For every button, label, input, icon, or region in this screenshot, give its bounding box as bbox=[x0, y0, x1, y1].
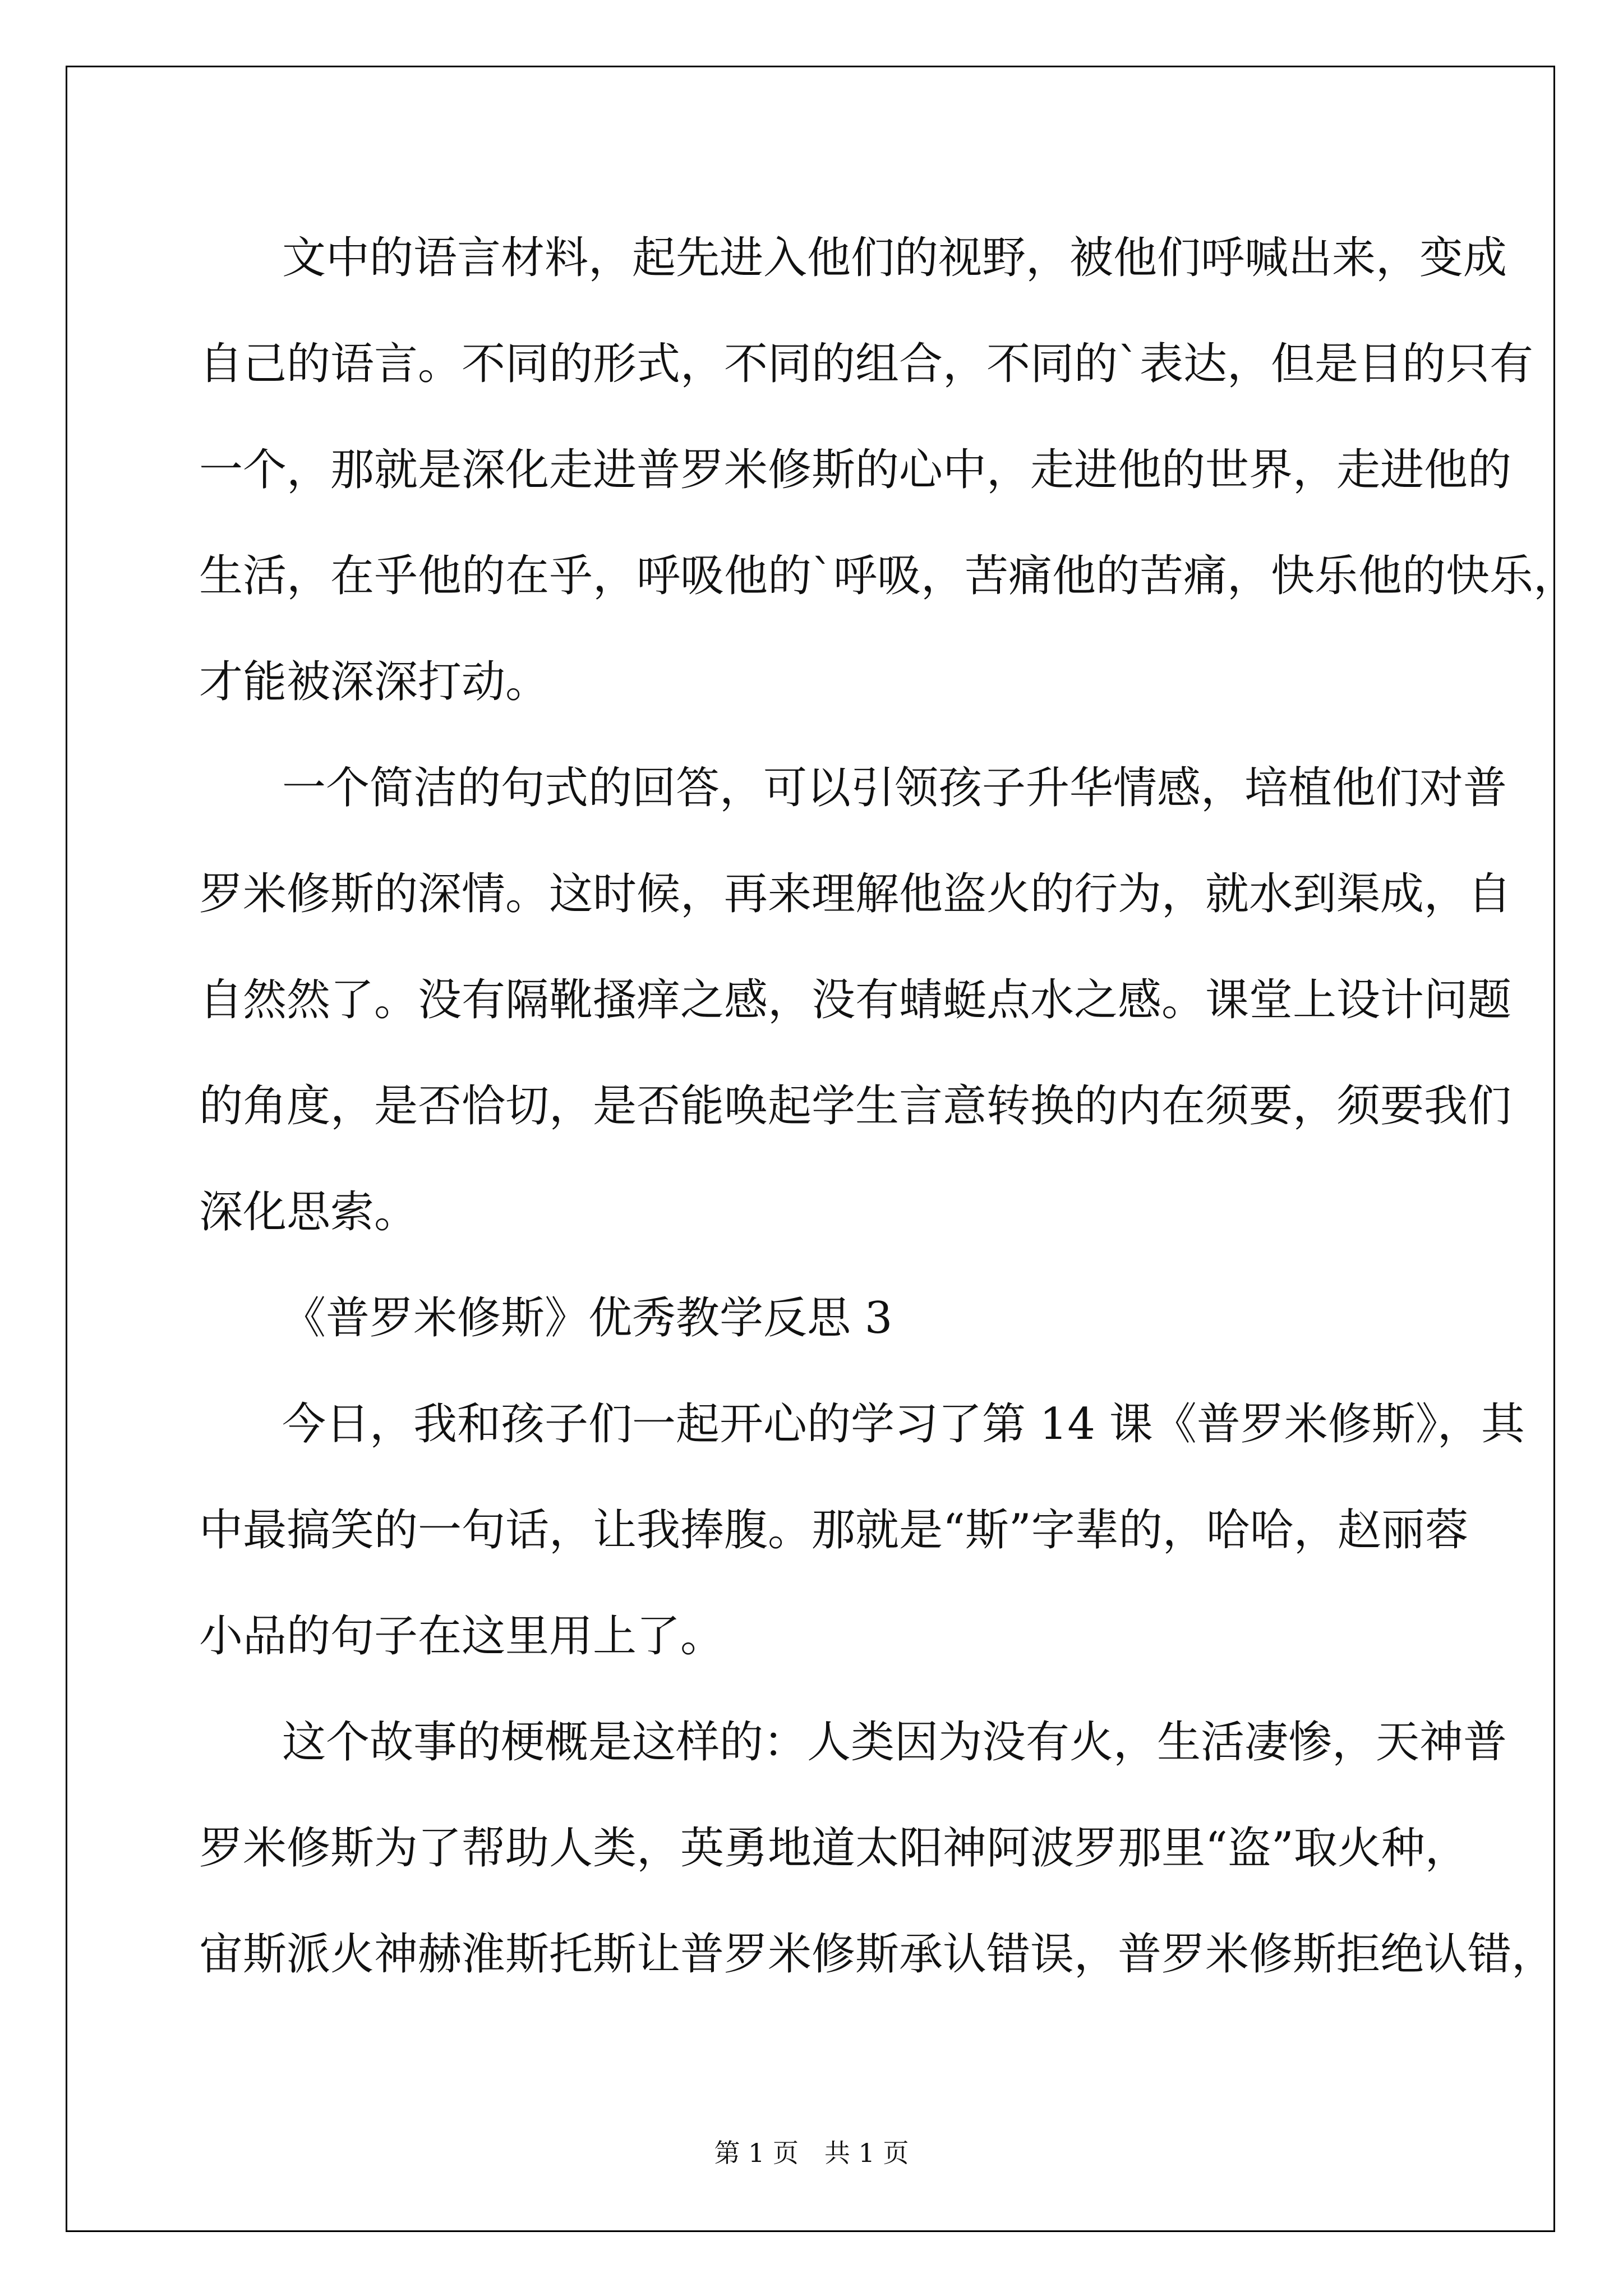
text-line: 一个，那就是深化走进普罗米修斯的心中，走进他的世界，走进他的 bbox=[199, 445, 1512, 495]
text-line: 自己的语言。不同的形式，不同的组合，不同的`表达，但是目的只有 bbox=[199, 339, 1534, 389]
heading-line: 《普罗米修斯》优秀教学反思 3 bbox=[282, 1293, 893, 1343]
page-number: 第 1 页 bbox=[714, 2138, 799, 2168]
paragraph-2 bbox=[199, 735, 1512, 1266]
text-line: 的角度，是否恰切，是否能唤起学生言意转换的内在须要，须要我们 bbox=[199, 1081, 1512, 1131]
text-line: 自然然了。没有隔靴搔痒之感，没有蜻蜓点水之感。课堂上设计问题 bbox=[199, 975, 1512, 1025]
document-body bbox=[199, 205, 1578, 2008]
text-line: 生活，在乎他的在乎，呼吸他的`呼吸，苦痛他的苦痛，快乐他的快乐， bbox=[199, 551, 1578, 601]
text-line: 小品的句子在这里用上了。 bbox=[199, 1611, 725, 1662]
text-line: 中最搞笑的一句话，让我捧腹。那就是“斯”字辈的，哈哈，赵丽蓉 bbox=[199, 1505, 1469, 1556]
text-line: 深化思索。 bbox=[199, 1187, 418, 1237]
page-total: 共 1 页 bbox=[824, 2138, 909, 2168]
text-line: 才能被深深打动。 bbox=[199, 657, 550, 707]
text-line: 一个简洁的句式的回答，可以引领孩子升华情感，培植他们对普 bbox=[282, 763, 1507, 813]
text-line: 文中的语言材料，起先进入他们的视野，被他们呼喊出来，变成 bbox=[282, 233, 1507, 283]
text-line: 今日，我和孩子们一起开心的学习了第 14 课《普罗米修斯》，其 bbox=[282, 1399, 1525, 1450]
text-line: 宙斯派火神赫淮斯托斯让普罗米修斯承认错误，普罗米修斯拒绝认错， bbox=[199, 1929, 1556, 1980]
paragraph-1 bbox=[199, 205, 1578, 735]
text-line: 这个故事的梗概是这样的：人类因为没有火，生活凄惨，天神普 bbox=[282, 1717, 1507, 1768]
paragraph-3 bbox=[199, 1372, 1525, 1690]
section-heading bbox=[199, 1266, 1427, 1372]
text-line: 罗米修斯为了帮助人类，英勇地道太阳神阿波罗那里“盗”取火种， bbox=[199, 1823, 1469, 1874]
text-line: 罗米修斯的深情。这时候，再来理解他盗火的行为，就水到渠成，自 bbox=[199, 869, 1512, 919]
paragraph-4 bbox=[199, 1690, 1556, 2008]
page-footer bbox=[0, 2136, 1623, 2170]
